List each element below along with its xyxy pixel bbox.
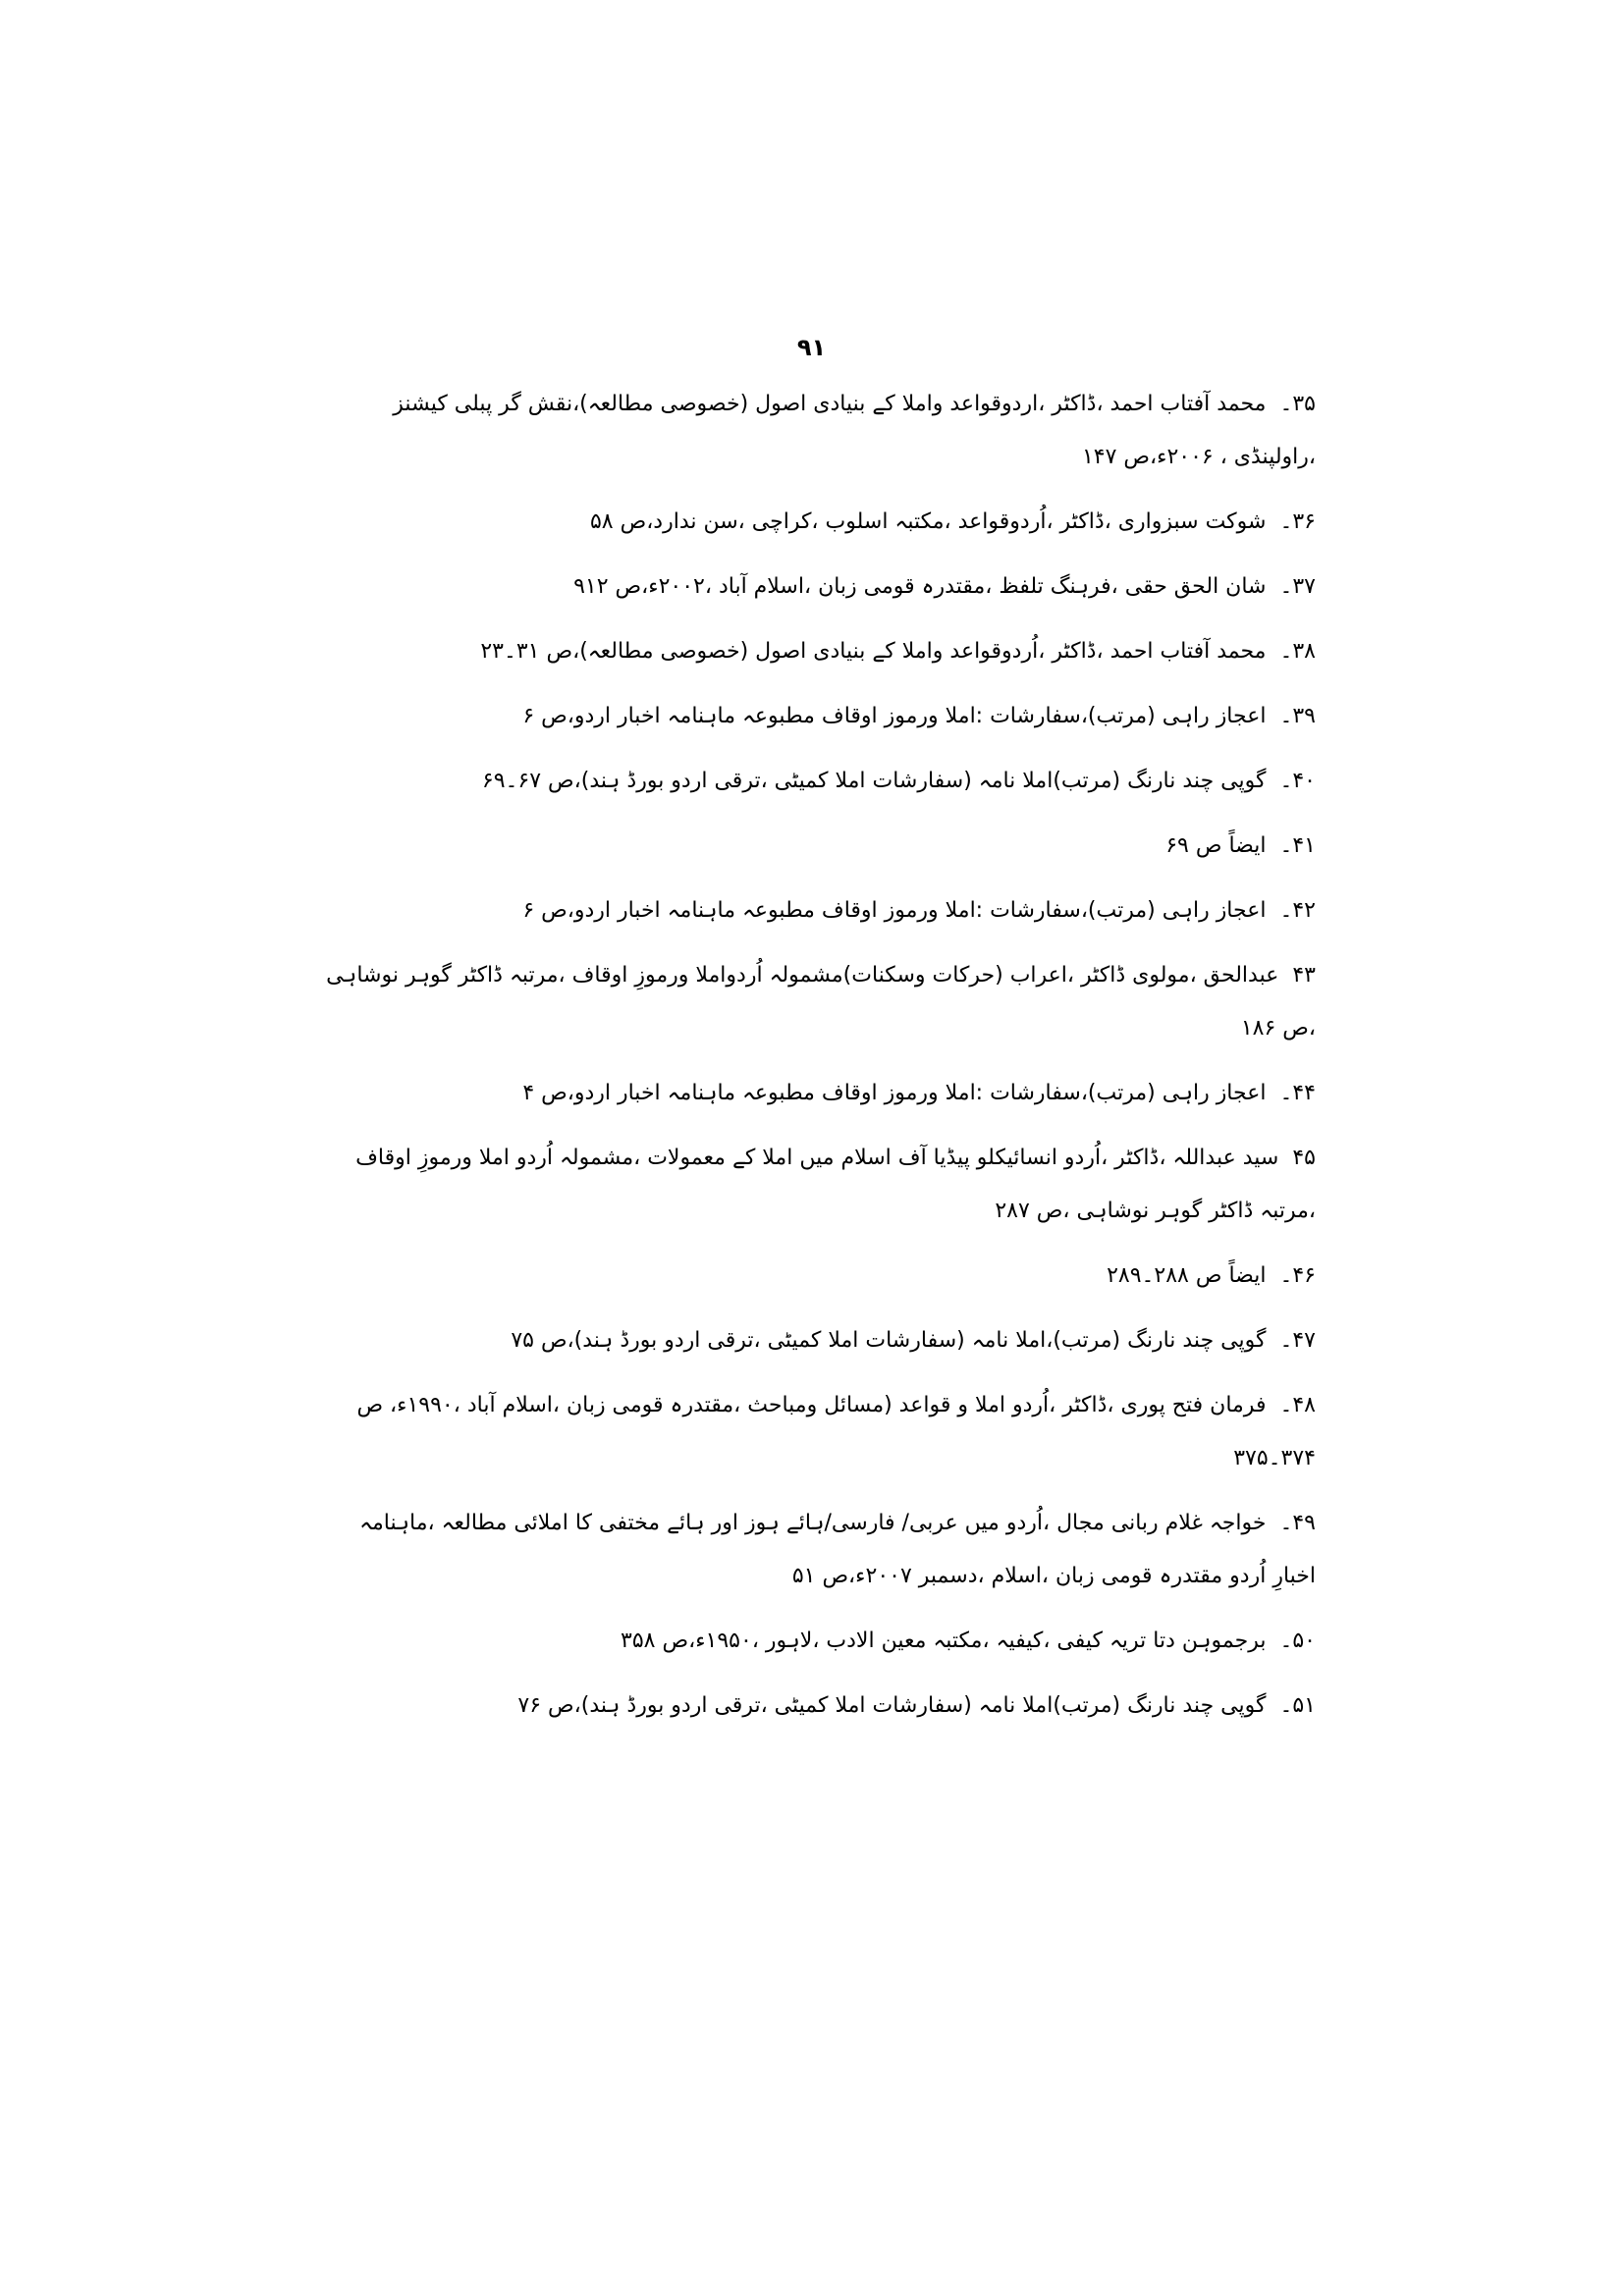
endnote-text: شان الحق حقی ،فرہنگ تلفظ ،مقتدرہ قومی زبان ،اسلام آباد ،۲۰۰۲ء،ص ۹۱۲ [573, 574, 1267, 599]
endnote-text: عبدالحق ،مولوی ڈاکٹر ،اعراب (حرکات وسکنات)مشمولہ اُردواملا ورموزِ اوقاف ،مرتبہ ڈاکٹر گوہر نوشاہی ،ص ۱۸۶ [326, 963, 1316, 1041]
endnote-text: ایضاً ص ۲۸۸۔۲۸۹ [1107, 1263, 1267, 1288]
endnote-35 [324, 378, 1316, 484]
endnote-46 [324, 1250, 1316, 1303]
endnote-36 [324, 496, 1316, 549]
endnote-text: فرمان فتح پوری ،ڈاکٹر ،اُردو املا و قواعد (مسائل ومباحث ،مقتدرہ قومی زبان ،اسلام آباد ،۱۹۹۰ء، ص ۳۷۴۔۳۷۵ [356, 1393, 1316, 1470]
endnote-number: ۵۱۔ [1279, 1693, 1316, 1718]
endnote-37 [324, 561, 1316, 614]
endnote-number: ۵۰۔ [1279, 1629, 1316, 1653]
page-number: ۹۱ [796, 334, 827, 361]
endnote-text: خواجہ غلام ربانی مجال ،اُردو میں عربی/ فارسی/ہائے ہوز اور ہائے مختفی کا املائی مطالعہ ،ماہنامہ اخبارِ اُردو مقتدرہ قومی زبان ،اسلام ،دسمبر ۲۰۰۷ء،ص ۵۱ [359, 1511, 1316, 1588]
endnote-45 [324, 1132, 1316, 1238]
endnote-text: محمد آفتاب احمد ،ڈاکٹر ،اُردوقواعد واملا کے بنیادی اصول (خصوصی مطالعہ)،ص ۳۱۔۲۳ [480, 639, 1267, 664]
endnote-text: ایضاً ص ۶۹ [1165, 833, 1267, 858]
endnote-text: محمد آفتاب احمد ،ڈاکٹر ،اردوقواعد واملا کے بنیادی اصول (خصوصی مطالعہ)،نقش گر پبلی کیشنز ،راولپنڈی ، ۲۰۰۶ء،ص ۱۴۷ [393, 392, 1316, 469]
endnote-number: ۳۸۔ [1279, 639, 1316, 664]
endnote-text: برجموہن دتا تریہ کیفی ،کیفیہ ،مکتبہ معین الادب ،لاہور ،۱۹۵۰ء،ص ۳۵۸ [621, 1629, 1267, 1653]
endnote-41 [324, 820, 1316, 873]
endnote-47 [324, 1314, 1316, 1367]
endnote-text: اعجاز راہی (مرتب)،سفارشات :املا ورموز اوقاف مطبوعہ ماہنامہ اخبار اردو،ص ۴ [522, 1081, 1267, 1105]
endnote-text: گوپی چند نارنگ (مرتب)،املا نامہ (سفارشات املا کمیٹی ،ترقی اردو بورڈ ہند)،ص ۷۵ [511, 1328, 1267, 1353]
endnote-48 [324, 1379, 1316, 1485]
endnote-number: ۴۶۔ [1279, 1263, 1316, 1288]
endnote-text: گوپی چند نارنگ (مرتب)املا نامہ (سفارشات املا کمیٹی ،ترقی اردو بورڈ ہند)،ص ۶۷۔۶۹ [481, 769, 1267, 793]
endnote-number: ۴۹۔ [1279, 1511, 1316, 1535]
endnote-44 [324, 1067, 1316, 1120]
endnote-text: اعجاز راہی (مرتب)،سفارشات :املا ورموز اوقاف مطبوعہ ماہنامہ اخبار اردو،ص ۶ [522, 898, 1267, 923]
endnote-42 [324, 884, 1316, 937]
endnote-text: سید عبداللہ ،ڈاکٹر ،اُردو انسائیکلو پیڈیا آف اسلام میں املا کے معمولات ،مشمولہ اُردو املا ورموزِ اوقاف ،مرتبہ ڈاکٹر گوہر نوشاہی ،ص ۲۸۷ [355, 1146, 1316, 1223]
endnote-number: ۴۳ [1292, 963, 1316, 988]
endnote-43 [324, 949, 1316, 1055]
endnote-number: ۴۷۔ [1279, 1328, 1316, 1353]
endnote-number: ۴۴۔ [1279, 1081, 1316, 1105]
endnote-text: گوپی چند نارنگ (مرتب)املا نامہ (سفارشات املا کمیٹی ،ترقی اردو بورڈ ہند)،ص ۷۶ [517, 1693, 1267, 1718]
endnote-38 [324, 625, 1316, 678]
endnote-39 [324, 690, 1316, 743]
endnote-49 [324, 1497, 1316, 1603]
endnote-50 [324, 1615, 1316, 1668]
endnote-51 [324, 1680, 1316, 1733]
endnote-number: ۳۵۔ [1279, 392, 1316, 416]
endnote-number: ۴۱۔ [1279, 833, 1316, 858]
endnote-number: ۳۶۔ [1279, 509, 1316, 534]
endnote-number: ۳۹۔ [1279, 704, 1316, 728]
endnote-text: اعجاز راہی (مرتب)،سفارشات :املا ورموز اوقاف مطبوعہ ماہنامہ اخبار اردو،ص ۶ [522, 704, 1267, 728]
endnote-40 [324, 755, 1316, 808]
endnote-text: شوکت سبزواری ،ڈاکٹر ،اُردوقواعد ،مکتبہ اسلوب ،کراچی ،سن ندارد،ص ۵۸ [589, 509, 1267, 534]
endnote-number: ۴۸۔ [1279, 1393, 1316, 1417]
endnote-number: ۴۲۔ [1279, 898, 1316, 923]
endnote-number: ۴۵ [1292, 1146, 1316, 1170]
endnote-number: ۴۰۔ [1279, 769, 1316, 793]
endnotes-list [324, 378, 1316, 1744]
endnote-number: ۳۷۔ [1279, 574, 1316, 599]
